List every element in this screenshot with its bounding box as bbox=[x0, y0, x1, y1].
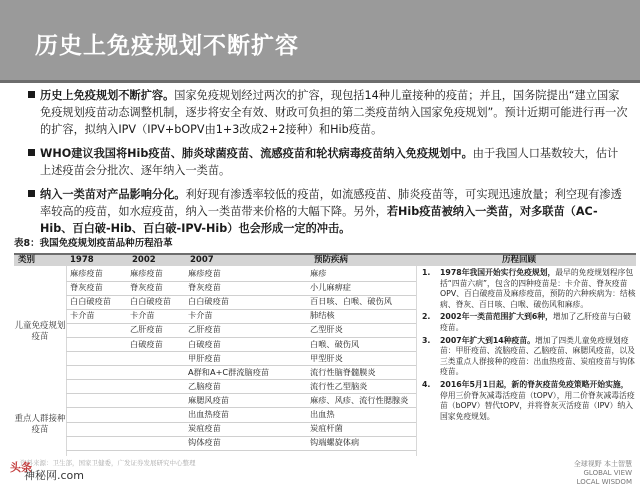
table-cell: 脊灰疫苗 bbox=[188, 282, 221, 293]
table-cell: 小儿麻痹症 bbox=[310, 282, 351, 293]
footer bbox=[0, 458, 640, 486]
history-lead: 2007年扩大到14种疫苗。 bbox=[440, 335, 535, 345]
row-divider bbox=[66, 422, 416, 423]
vaccine-table bbox=[14, 253, 636, 456]
table-cell: 乙型肝炎 bbox=[310, 324, 343, 335]
table-cell: 白喉、破伤风 bbox=[310, 338, 360, 349]
row-divider bbox=[66, 436, 416, 437]
header-2002: 2002 bbox=[132, 255, 156, 265]
table-cell: 白破疫苗 bbox=[188, 338, 221, 349]
bullet-item bbox=[28, 87, 628, 138]
history-lead: 1978年我国开始实行免疫规划， bbox=[440, 268, 556, 277]
history-list bbox=[422, 268, 636, 424]
table-cell: 流行性乙型脑炎 bbox=[310, 380, 368, 391]
watermark-url: 神秘网.com bbox=[24, 469, 84, 482]
page-title: 历史上免疫规划不断扩容 bbox=[35, 33, 299, 59]
table-cell: 麻腮风疫苗 bbox=[188, 394, 229, 405]
table-cell: 乙肝疫苗 bbox=[188, 324, 221, 335]
category-key-group-label: 重点人群接种疫苗 bbox=[14, 414, 66, 435]
bullet-tail: 若Hib疫苗被纳入一类苗，对多联苗（AC-Hib、百白破-Hib、百白破-IPV-Hib）也会形成一定的冲击。 bbox=[40, 205, 598, 235]
logo-line-en: GLOBAL VIEW LOCAL WISDOM bbox=[576, 469, 632, 486]
header-category: 类别 bbox=[18, 255, 36, 265]
table-cell: 炭疽疫苗 bbox=[188, 423, 221, 434]
table-cell: 甲肝疫苗 bbox=[188, 352, 221, 363]
bullet-lead: WHO建议我国将Hib疫苗、肺炎球菌疫苗、流感疫苗和轮状病毒疫苗纳入免疫规划中。 bbox=[40, 147, 473, 160]
history-text: 停用三价脊灰减毒活疫苗（tOPV），用二价脊灰减毒活疫苗（bOPV）替代tOPV，并将脊灰灭活疫苗（IPV）纳入国家免疫规划。 bbox=[440, 390, 635, 421]
table-cell: 炭疽杆菌 bbox=[310, 423, 343, 434]
table-cell: 麻疹、风疹、流行性腮腺炎 bbox=[310, 394, 409, 405]
table-body bbox=[14, 266, 636, 456]
table-cell: 脊灰疫苗 bbox=[130, 282, 163, 293]
watermark-badge: 头条 bbox=[10, 461, 32, 474]
row-divider bbox=[66, 309, 416, 310]
bullet-lead: 历史上免疫规划不断扩容。 bbox=[40, 89, 175, 102]
header-disease: 预防疾病 bbox=[314, 255, 349, 265]
row-divider bbox=[66, 281, 416, 282]
table-cell: 卡介苗 bbox=[130, 310, 155, 321]
history-number: 4. bbox=[422, 379, 431, 389]
table-cell: 白白破疫苗 bbox=[188, 296, 229, 307]
header-2007: 2007 bbox=[190, 255, 214, 265]
row-divider bbox=[66, 337, 416, 338]
table-cell: 脊灰疫苗 bbox=[70, 282, 103, 293]
bullet-text: 由于我国人口基数较大，估计上述疫苗会分批次、逐年纳入一类苗。 bbox=[40, 147, 619, 177]
category-child-label: 儿童免疫规划疫苗 bbox=[14, 321, 66, 342]
bullet-square-icon bbox=[28, 190, 35, 197]
table-cell: 出血热疫苗 bbox=[188, 409, 229, 419]
brand-logo bbox=[560, 460, 632, 487]
table-cell: 卡介苗 bbox=[70, 310, 95, 321]
table-title: 表8：我国免疫规划疫苗品种历程沿革 bbox=[14, 238, 173, 249]
table-cell: 肺结核 bbox=[310, 310, 335, 321]
history-item bbox=[422, 268, 636, 310]
table-cell: 乙肝疫苗 bbox=[130, 324, 163, 335]
history-text: 最早的免疫规划程序包括“四苗六病”，包含的四种疫苗是：卡介苗、脊灰疫苗OPV、百白破疫苗及麻疹疫苗，预防的六种疾病为：结核病、脊灰、百日咳、白喉、破伤风和麻疹。 bbox=[440, 268, 636, 309]
history-number: 1. bbox=[422, 268, 431, 277]
history-number: 3. bbox=[422, 335, 431, 345]
bullet-lead: 纳入一类苗对产品影响分化。 bbox=[40, 188, 186, 201]
table-cell: 百日咳、白喉、破伤风 bbox=[310, 296, 392, 307]
history-number: 2. bbox=[422, 312, 431, 322]
header-divider bbox=[0, 80, 640, 83]
table-cell: 出血热 bbox=[310, 409, 335, 419]
table-cell: 钩端螺旋体病 bbox=[310, 437, 360, 448]
bullet-item bbox=[28, 186, 628, 237]
bullet-square-icon bbox=[28, 149, 35, 156]
history-text: 增加了乙肝疫苗与白破疫苗。 bbox=[440, 312, 631, 332]
table-cell: 白白破疫苗 bbox=[130, 296, 171, 307]
history-text: 增加了四类儿童免疫规划疫苗：甲肝疫苗、流脑疫苗、乙脑疫苗、麻腮风疫苗，以及三类重点人群接种的疫苗：出血热疫苗、炭疽疫苗与钩体疫苗。 bbox=[440, 335, 635, 377]
slide-header bbox=[0, 0, 640, 80]
vaccine-table-section bbox=[14, 237, 636, 459]
history-item bbox=[422, 380, 636, 422]
table-cell: A群和A+C群流脑疫苗 bbox=[188, 366, 270, 377]
bullet-list bbox=[28, 87, 628, 244]
table-header-row bbox=[14, 255, 636, 266]
header-1978: 1978 bbox=[70, 255, 94, 265]
row-divider bbox=[66, 323, 416, 324]
table-cell: 卡介苗 bbox=[188, 310, 213, 321]
source-note: 资料来源：卫生部，国家卫健委，广发证券发展研究中心整理 bbox=[20, 459, 196, 467]
history-item bbox=[422, 312, 636, 333]
table-cell: 白白破疫苗 bbox=[70, 296, 111, 307]
table-cell: 麻疹 bbox=[310, 268, 327, 278]
row-divider bbox=[66, 407, 416, 408]
column-divider bbox=[416, 266, 417, 456]
header-history: 历程回顾 bbox=[502, 255, 537, 265]
logo-line-cn: 全球视野 本土智慧 bbox=[573, 460, 632, 468]
row-divider bbox=[66, 351, 416, 352]
bullet-item bbox=[28, 145, 628, 179]
table-cell: 钩体疫苗 bbox=[188, 437, 221, 448]
table-cell: 白破疫苗 bbox=[130, 338, 163, 349]
table-cell: 乙脑疫苗 bbox=[188, 380, 221, 391]
bullet-text: 国家免疫规划经过两次的扩容，现包括14种儿童接种的疫苗；并且，国务院提出“建立国家免疫规划疫苗动态调整机制，逐步将安全有效、财政可负担的第二类疫苗纳入国家免疫规划”。预计近期可能进行再一次的扩容，拟纳入IPV（IPV+bOPV由1+3改成2+2接种）和Hib疫苗。 bbox=[40, 89, 628, 136]
bullet-text: 利好现有渗透率较低的疫苗，如流感疫苗、肺炎疫苗等，可实现迅速放量；利空现有渗透率较高的疫苗，如水痘疫苗，纳入一类苗带来价格的大幅下降。另外， bbox=[40, 188, 622, 218]
row-divider bbox=[66, 450, 416, 451]
history-lead: 2016年5月1日起，新的脊灰疫苗免疫策略开始实施， bbox=[440, 379, 629, 389]
table-cell: 甲型肝炎 bbox=[310, 352, 343, 363]
table-cell: 麻疹疫苗 bbox=[188, 268, 221, 278]
table-cell: 麻疹疫苗 bbox=[130, 268, 163, 278]
bullet-square-icon bbox=[28, 91, 35, 98]
table-cell: 麻疹疫苗 bbox=[70, 268, 103, 278]
history-lead: 2002年一类苗范围扩大到6种， bbox=[440, 312, 553, 322]
table-cell: 流行性脑脊髓膜炎 bbox=[310, 366, 376, 377]
history-item bbox=[422, 336, 636, 378]
